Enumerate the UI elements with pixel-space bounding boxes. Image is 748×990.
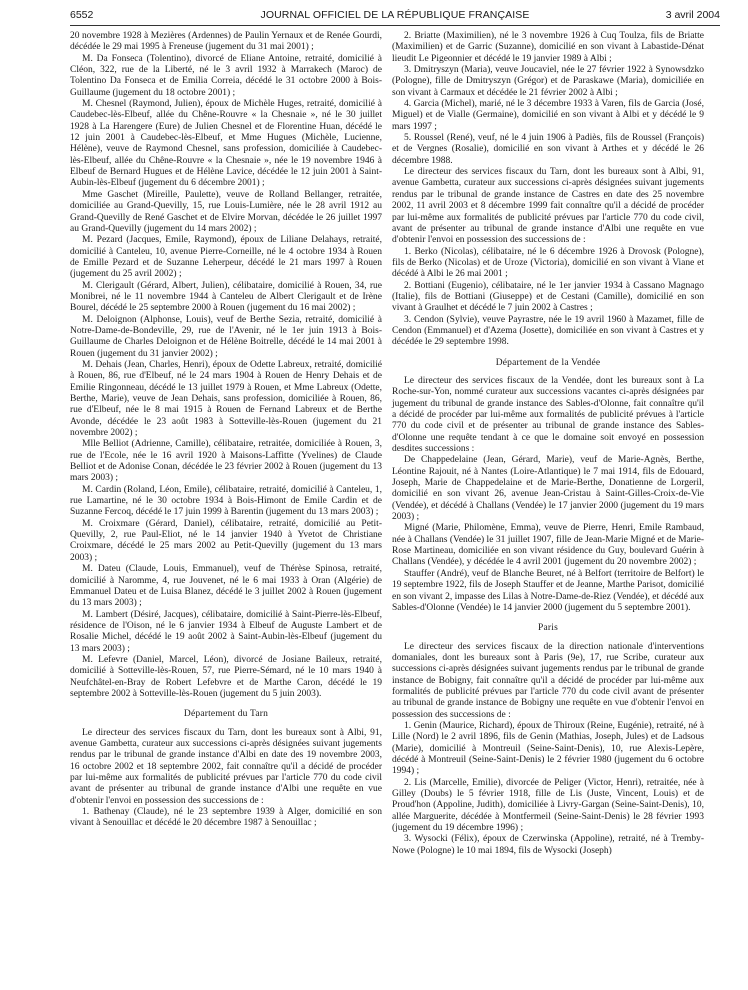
paragraph: Le directeur des services fiscaux du Tarn, dont les bureaux sont à Albi, 91, avenue Gambetta, curateur aux successions ci-après désignées suivant jugements rendus par le tribunal de grande instance d'Albi en date des 19 novembre 2003, 16 octobre 2002 et 18 septembre 2002, fait connaître qu'il a décidé de procéder par lui-même aux formalités de publicité prévues par l'article 770 du code civil avant de présenter au tribunal de grande instance d'Albi une requête en vue d'obtenir l'envoi en possession des successions de : bbox=[70, 727, 382, 806]
paragraph: 2. Briatte (Maximilien), né le 3 novembre 1926 à Cuq Toulza, fils de Briatte (Maximilien) et de Garric (Suzanne), domicilié en son vivant à Labastide-Dénat lieudit Le Pigeonnier et décédé le 19 janvier 1989 à Albi ; bbox=[392, 31, 704, 64]
paragraph-continued: 20 novembre 1928 à Mezières (Ardennes) de Paulin Yernaux et de Renée Gourdi, décédée le 29 mai 1995 à Freneuse (jugement du 31 mai 2001) ; bbox=[70, 31, 382, 53]
paragraph: 5. Roussel (René), veuf, né le 4 juin 1906 à Padiès, fils de Roussel (François) et de Vergnes (Rosalie), domicilié en son vivant à Arthes et y décédé le 26 décembre 1988. bbox=[392, 133, 704, 166]
paragraph: M. Dehais (Jean, Charles, Henri), époux de Odette Labreux, retraité, domicilié à Rouen, 86, rue d'Elbeuf, né le 24 mars 1904 à Rouen de Henry Dehais et de Emilie Ringonneau, décédé le 13 juillet 1979 à Rouen, et Mme Labreux (Odette, Berthe, Marie), veuve de Jean Dehais, sans profession, domiciliée à Rouen, 86, rue d'Elbeuf, née le 8 mai 1915 à Rouen de Fernand Labreux et de Berthe Avonde, décédée le 23 août 1983 à Sotteville-lès-Rouen (jugement du 21 novembre 2002) ; bbox=[70, 359, 382, 439]
paragraph: M. Deloignon (Alphonse, Louis), veuf de Berthe Sezia, retraité, domicilié à Notre-Dame-de-Bondeville, 29, rue de l'Avenir, né le 1er juin 1913 à Bois-Guillaume de Charles Deloignon et de Hélène Boitrelle, décédé le 14 mai 2001 à Rouen (jugement du 31 janvier 2002) ; bbox=[70, 314, 382, 359]
paragraph: Le directeur des services fiscaux de la direction nationale d'interventions domaniales, dont les bureaux sont à Paris (9e), 17, rue Scribe, curateur aux successions ci-après désignées suivant jugements rendus par le tribunal de grande instance de Bobigny, fait connaître qu'il a décidé de procéder par lui-même aux formalités de publicité prévues par l'article 770 du code civil avant de présenter au tribunal de grande instance de Bobigny une requête en vue d'obtenir l'envoi en possession des successions de : bbox=[392, 641, 704, 720]
paragraph: M. Da Fonseca (Tolentino), divorcé de Eliane Antoine, retraité, domicilié à Cléon, 322, rue de la Liberté, né le 3 avril 1932 à Marrakech (Maroc) de Tolentino Da Fonseca et de Emilia Correia, décédé le 31 octobre 2000 à Bois-Guillaume (jugement du 18 octobre 2001) ; bbox=[70, 53, 382, 98]
paragraph: M. Clerigault (Gérard, Albert, Julien), célibataire, domicilié à Rouen, 34, rue Monibrei, né le 11 novembre 1944 à Canteleu de Albert Clerigault et de Irène Bourel, décédé le 25 septembre 2000 à Rouen (jugement du 16 mai 2002) ; bbox=[70, 280, 382, 314]
paragraph: Mlle Belliot (Adrienne, Camille), célibataire, retraitée, domiciliée à Rouen, 3, rue de l'Ecole, née le 16 avril 1920 à Maisons-Laffitte (Yvelines) de Claude Belliot et de Adonise Conan, décédée le 23 février 2002 à Rouen (jugement du 13 mars 2003) ; bbox=[70, 439, 382, 484]
header-rule bbox=[70, 25, 720, 26]
journal-title: JOURNAL OFFICIEL DE LA RÉPUBLIQUE FRANÇAISE bbox=[260, 9, 530, 21]
paragraph: M. Lefevre (Daniel, Marcel, Léon), divorcé de Josiane Baileux, retraité, domicilié à Sotteville-lès-Rouen, 57, rue Pierre-Sémard, né le 10 mars 1940 à Neufchâtel-en-Bray de Robert Lefebvre et de Marthe Caron, décédé le 19 septembre 2002 à Sotteville-lès-Rouen (jugement du 5 juin 2003). bbox=[70, 654, 382, 699]
paragraph: 1. Berko (Nicolas), célibataire, né le 6 décembre 1926 à Drovosk (Pologne), fils de Berko (Nicolas) et de Uroze (Victoria), domicilié en son vivant à Viane et décédé à Albi le 26 mai 2001 ; bbox=[392, 246, 704, 280]
paragraph: M. Chesnel (Raymond, Julien), époux de Michèle Huges, retraité, domicilié à Caudebec-lès-Elbeuf, allée du Chêne-Rouvre « la Chesnaie », né le 30 juillet 1928 à La Harengere (Eure) de Julien Chesnel et de Florentine Huan, décédé le 12 juin 2001 à Caudebec-lès-Elbeuf, et Mme Hugues (Michèle, Lucienne, Hélène), veuve de Raymond Chesnel, sans profession, domiciliée à Caudebec-lès-Elbeuf, allée du Chêne-Rouvre « la Chesnaie », née le 19 novembre 1946 à Elbeuf de Bernard Hugues et de Hélène Lavice, décédée le 12 juin 2001 à Saint-Aubin-lès-Elbeuf (jugement du 6 décembre 2001) ; bbox=[70, 99, 382, 189]
paragraph: Mme Gaschet (Mireille, Paulette), veuve de Rolland Bellanger, retraitée, domiciliée au Grand-Quevilly, 15, rue Louis-Lumière, née le 28 avril 1912 au Grand-Quevilly de René Gaschet et de Elvire Morvan, décédée le 26 juillet 1997 au Grand-Quevilly (jugement du 14 mars 2002) ; bbox=[70, 189, 382, 234]
paragraph: 2. Lis (Marcelle, Emilie), divorcée de Peliger (Victor, Henri), retraitée, née à Gilley (Doubs) le 5 février 1918, fille de Lis (Juste, Vincent, Louis) et de Proud'hon (Appoline, Judith), domiciliée à Livry-Gargan (Seine-Saint-Denis), 10, allée Marguerite, décédée à Montfermeil (Seine-Saint-Denis) le 28 février 1993 (jugement du 19 décembre 1996) ; bbox=[392, 777, 704, 834]
paragraph: 1. Genin (Maurice, Richard), époux de Thiroux (Reine, Eugénie), retraité, né à Lille (Nord) le 2 avril 1896, fils de Genin (Mathias, Joseph, Jules) et de Ladsous (Marie), domicilié à Montreuil (Seine-Saint-Denis), 10, rue Alexis-Lepère, décédé à Montreuil (Seine-Saint-Denis) le 2 février 1980 (jugement du 6 octobre 1994) ; bbox=[392, 720, 704, 777]
paragraph: 1. Bathenay (Claude), né le 23 septembre 1939 à Alger, domicilié en son vivant à Senouillac et décédé le 20 décembre 1987 à Senouillac ; bbox=[70, 807, 382, 829]
right-column bbox=[392, 31, 704, 857]
paragraph: 3. Dmitryszyn (Maria), veuve Joucaviel, née le 27 février 1922 à Synowsdzko (Pologne), fille de Dmitryszyn (Grégor) et de Paraskawe (Maria), domiciliée en son vivant à Carmaux et décédée le 21 février 2002 à Albi ; bbox=[392, 65, 704, 98]
paragraph: Migné (Marie, Philomène, Emma), veuve de Pierre, Henri, Emile Rambaud, née à Challans (Vendée) le 31 juillet 1907, fille de Jean-Marie Migné et de Marie-Rose Martineau, domiciliée en son vivant résidence du Guy, boulevard Guérin à Challans (Vendée), y décédée le 4 avril 2001 (jugement du 20 novembre 2002) ; bbox=[392, 523, 704, 568]
page-number: 6552 bbox=[70, 9, 94, 21]
paragraph: M. Croixmare (Gérard, Daniel), célibataire, retraité, domicilié au Petit-Quevilly, 2, rue Paul-Eliot, né le 14 janvier 1940 à Yvetot de Christiane Croixmare, décédé le 25 mars 2002 au Petit-Quevilly (jugement du 13 mars 2003) ; bbox=[70, 518, 382, 563]
paragraph: M. Cardin (Roland, Léon, Emile), célibataire, retraité, domicilié à Canteleu, 1, rue Lamartine, né le 30 octobre 1934 à Bois-Himont de Emile Cardin et de Suzanne Fercoq, décédé le 17 juin 1999 à Barentin (jugement du 13 mars 2003) ; bbox=[70, 484, 382, 518]
paragraph: Le directeur des services fiscaux du Tarn, dont les bureaux sont à Albi, 91, avenue Gambetta, curateur aux successions ci-après désignées suivant jugements rendus par le tribunal de grande instance de Castres en date des 25 novembre 2002, 11 avril 2003 et 8 décembre 1999 fait connaître qu'il a décidé de procéder par lui-même aux formalités de publicité prévues par l'article 770 du code civil, avant de présenter au tribunal de grande instance d'Albi une requête en vue d'obtenir l'envoi en possession des successions de : bbox=[392, 167, 704, 246]
issue-date: 3 avril 2004 bbox=[665, 9, 720, 21]
section-heading: Département du Tarn bbox=[183, 709, 269, 720]
paragraph: 4. Garcia (Michel), marié, né le 3 décembre 1933 à Varen, fils de Garcia (José, Miguel) et de Vialle (Germaine), domicilié en son vivant à Albi et y décédé le 9 mars 1997 ; bbox=[392, 99, 704, 132]
paragraph: Le directeur des services fiscaux de la Vendée, dont les bureaux sont à La Roche-sur-Yon, nommé curateur aux successions vacantes ci-après désignées par jugement du tribunal de grande instance des Sables-d'Olonne, fait connaître qu'il a décidé de procéder par lui-même aux formalités de publicité prévues à l'article 770 du code civil et de présenter au tribunal de grande instance des Sables-d'Olonne une requête tendant à ce que le domaine soit envoyé en possession desdites successions : bbox=[392, 375, 704, 455]
paragraph: 3. Cendon (Sylvie), veuve Payrastre, née le 19 avril 1960 à Mazamet, fille de Cendon (Emmanuel) et d'Azema (Josette), domiciliée en son vivant à Castres et y décédée le 29 septembre 1998. bbox=[392, 314, 704, 348]
paragraph: M. Dateu (Claude, Louis, Emmanuel), veuf de Thérèse Spinosa, retraité, domicilié à Naromme, 4, rue Jouvenet, né le 6 mai 1933 à Oran (Algérie) de Emmanuel Dateu et de Luisa Blanez, décédé le 3 juillet 2002 à Rouen (jugement du 13 mars 2003) ; bbox=[70, 564, 382, 609]
paragraph: M. Lambert (Désiré, Jacques), célibataire, domicilié à Saint-Pierre-lès-Elbeuf, résidence de l'Oison, né le 6 janvier 1934 à Elbeuf de Auguste Lambert et de Rosalie Michel, décédé le 19 août 2002 à Saint-Aubin-lès-Elbeuf (jugement du 13 mars 2003) ; bbox=[70, 609, 382, 654]
section-heading: Département de la Vendée bbox=[495, 357, 601, 368]
paragraph: Stauffer (André), veuf de Blanche Beuret, né à Belfort (territoire de Belfort) le 19 septembre 1922, fils de Joseph Stauffer et de Jeanne, Marthe Parisot, domicilié en son vivant 2, impasse des Lilas à Notre-Dame-de-Riez (Vendée), et décédé aux Sables-d'Olonne (Vendée) le 14 janvier 2000 (jugement du 5 septembre 2001). bbox=[392, 568, 704, 613]
paragraph: M. Pezard (Jacques, Emile, Raymond), époux de Liliane Delahays, retraité, domicilié à Canteleu, 10, avenue Pierre-Corneille, né le 4 octobre 1934 à Rouen de Emille Pezard et de Suzanne Leherpeur, décédé le 21 mars 1997 à Rouen (jugement du 25 avril 2002) ; bbox=[70, 235, 382, 280]
left-column bbox=[70, 31, 382, 830]
section-heading: Paris bbox=[538, 623, 558, 634]
paragraph: 3. Wysocki (Félix), époux de Czerwinska (Appoline), retraité, né à Tremby-Nowe (Pologne) le 10 mai 1894, fils de Wysocki (Joseph) bbox=[392, 834, 704, 856]
paragraph: De Chappedelaine (Jean, Gérard, Marie), veuf de Marie-Agnès, Berthe, Léontine Rajouit, né à Nantes (Loire-Atlantique) le 7 mai 1914, fils de Edouard, Joseph, Marie de Chappedelaine et de Marie-Berthe, Donatienne de Lorgeril, domicilié en son vivant 26, avenue Jean-Cristau à Saint-Gilles-Croix-de-Vie (Vendée), et décédé à Challans (Vendée) le 17 janvier 2000 (jugement du 19 mars 2003) ; bbox=[392, 455, 704, 523]
paragraph: 2. Bottiani (Eugenio), célibataire, né le 1er janvier 1934 à Cassano Magnago (Italie), fils de Bottiani (Giuseppe) et de Cestani (Camille), domicilié en son vivant à Graulhet et décédé le 7 juin 2002 à Castres ; bbox=[392, 280, 704, 314]
page-header bbox=[70, 9, 720, 23]
